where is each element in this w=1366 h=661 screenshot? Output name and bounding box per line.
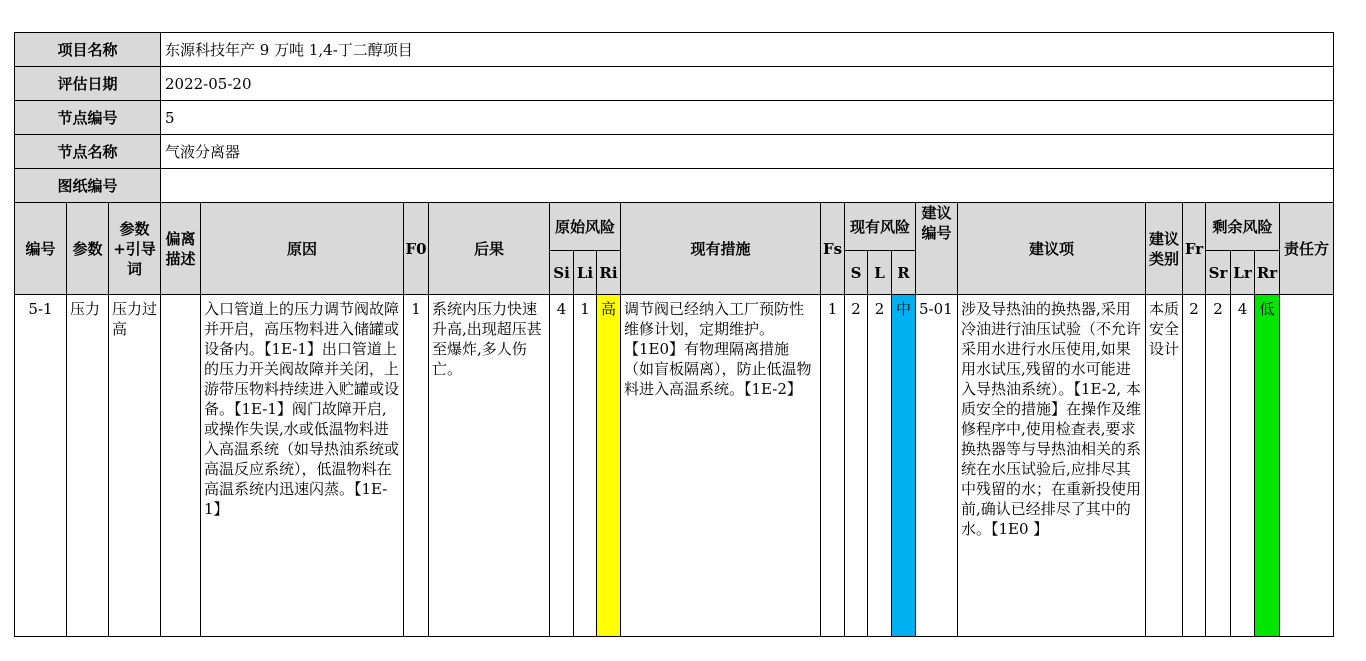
header-s: S [845,251,868,295]
node-name-label: 节点名称 [15,135,161,169]
header-si: Si [550,251,574,295]
row-ri-badge: 高 [597,295,621,637]
header-recommendation: 建议项 [958,203,1146,295]
row-li: 1 [574,295,597,637]
row-param: 压力 [67,295,109,637]
project-name-label: 项目名称 [15,33,161,67]
header-owner: 责任方 [1280,203,1334,295]
header-cause: 原因 [201,203,404,295]
node-number-label: 节点编号 [15,101,161,135]
header-no: 编号 [15,203,67,295]
header-recommendation-type: 建议类别 [1146,203,1183,295]
header-residual-risk: 剩余风险 [1206,203,1280,251]
header-l: L [868,251,892,295]
header-current-risk: 现有风险 [845,203,916,251]
header-existing-measures: 现有措施 [621,203,821,295]
row-rr-badge: 低 [1255,295,1280,637]
row-cause: 入口管道上的压力调节阀故障并开启，高压物料进入储罐或设备内。【1E-1】出口管道上的压力开关阀故障并关闭，上游带压物料持续进入贮罐或设备。【1E-1】阀门故障开启, 或操作失误,水或低温物料进入高温系统（如导热油系统或高温反应系统），低温物料在高温系统内迅速闪蒸。【1E-1】 [201,295,404,637]
header-param-guide: 参数+引导词 [109,203,161,295]
assessment-date-value: 2022-05-20 [161,67,1334,101]
row-param-guide: 压力过高 [109,295,161,637]
hazop-worksheet [14,32,1334,637]
header-fs: Fs [821,203,845,295]
row-recommendation-no: 5-01 [916,295,958,637]
header-deviation: 偏离描述 [161,203,201,295]
header-lr: Lr [1231,251,1255,295]
header-r: R [892,251,916,295]
row-deviation [161,295,201,637]
table-row [15,295,1334,637]
row-r-badge: 中 [892,295,916,637]
drawing-number-value [161,169,1334,203]
project-name-value: 东源科技年产 9 万吨 1,4-丁二醇项目 [161,33,1334,67]
row-l: 2 [868,295,892,637]
header-f0: F0 [404,203,429,295]
row-existing-measures: 调节阀已经纳入工厂预防性维修计划，定期维护。【1E0】有物理隔离措施（如盲板隔离），防止低温物料进入高温系统。【1E-2】 [621,295,821,637]
assessment-date-label: 评估日期 [15,67,161,101]
header-sr: Sr [1206,251,1231,295]
row-no: 5-1 [15,295,67,637]
header-li: Li [574,251,597,295]
row-owner [1280,295,1334,637]
header-fr: Fr [1183,203,1206,295]
header-original-risk: 原始风险 [550,203,621,251]
header-rr: Rr [1255,251,1280,295]
header-param: 参数 [67,203,109,295]
row-fr: 2 [1183,295,1206,637]
row-s: 2 [845,295,868,637]
row-consequence: 系统内压力快速升高,出现超压甚至爆炸,多人伤亡。 [429,295,550,637]
header-ri: Ri [597,251,621,295]
row-recommendation: 涉及导热油的换热器,采用冷油进行油压试验（不允许采用水进行水压使用,如果用水试压,残留的水可能进入导热油系统）。【1E-2, 本质安全的措施】在操作及维修程序中,使用检查表,要求换热器等与导热油相关的系统在水压试验后,应排尽其中残留的水；在重新投使用前,确认已经排尽了其中的水。【1E0 】 [958,295,1146,637]
node-number-value: 5 [161,101,1334,135]
header-consequence: 后果 [429,203,550,295]
row-si: 4 [550,295,574,637]
row-lr: 4 [1231,295,1255,637]
drawing-number-label: 图纸编号 [15,169,161,203]
row-sr: 2 [1206,295,1231,637]
node-name-value: 气液分离器 [161,135,1334,169]
row-f0: 1 [404,295,429,637]
row-recommendation-type: 本质安全设计 [1146,295,1183,637]
row-fs: 1 [821,295,845,637]
header-recommendation-no: 建议编号 [916,203,958,295]
